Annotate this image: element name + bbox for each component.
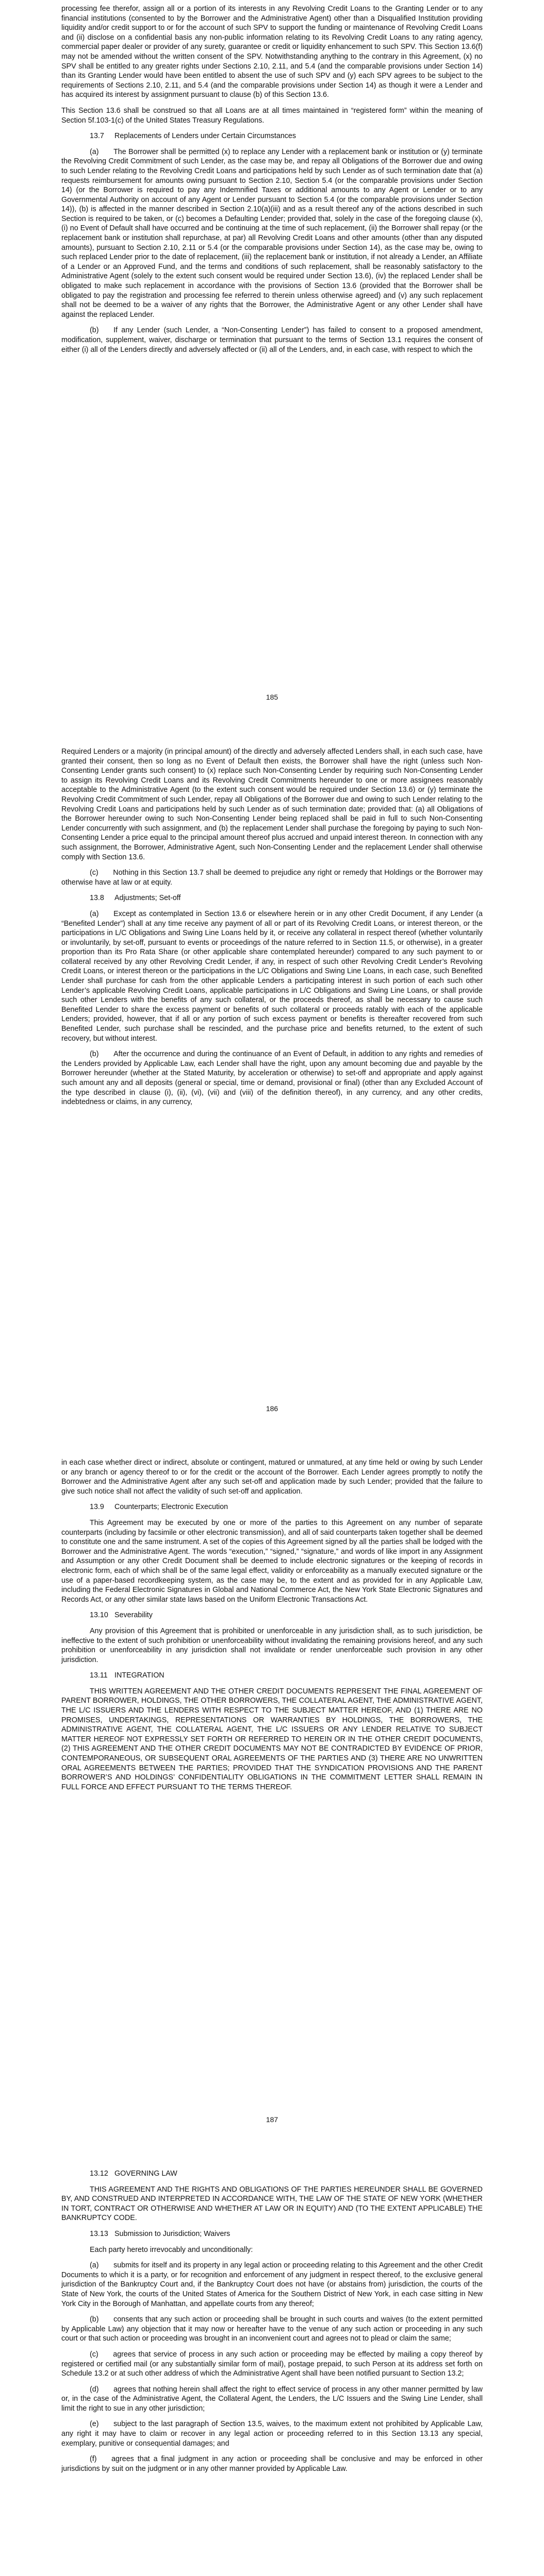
section-number: 13.9 <box>90 1503 104 1512</box>
section-title: Submission to Jurisdiction; Waivers <box>114 2229 230 2238</box>
paragraph: This Agreement may be executed by one or more of the parties to this Agreement on any number of separate counterparts (including by facsimile or other electronic transmission), and all of said counterparts taken together shall be deemed to constitute one and the same instrument. A set of the copies of this Agreement signed by all the parties shall be lodged with the Borrower and the Administrative Agent. The words “execution,” “signed,” “signature,” and words of like import in any Assignment and Assumption or any other Credit Document shall be deemed to include electronic signatures or the keeping of records in electronic form, each of which shall be of the same legal effect, validity or enforceability as a manually executed signature or the use of a paper-based recordkeeping system, as the case may be, to the extent and as provided for in any Applicable Law, including the Federal Electronic Signatures in Global and National Commerce Act, the New York State Electronic Signatures and Records Act, or any other similar state laws based on the Uniform Electronic Transactions Act. <box>61 1518 483 1604</box>
paragraph: (e) subject to the last paragraph of Section 13.5, waives, to the maximum extent not prohibited by Applicable Law, any right it may have to claim or recover in any legal action or proceeding referred to in this Section 13.13 any special, exemplary, punitive or consequential damages; and <box>61 2420 483 2448</box>
section-number: 13.8 <box>90 894 104 903</box>
paragraph: (c) agrees that service of process in any such action or proceeding may be effected by mailing a copy thereof by registered or certified mail (or any substantially similar form of mail), postage prepaid, to such Person at its address set forth on Schedule 13.2 or at such other address of which the Administrative Agent shall have been notified pursuant to Section 13.2; <box>61 2350 483 2378</box>
page-number: 187 <box>266 2115 278 2124</box>
section-heading <box>61 893 483 903</box>
paragraph: Each party hereto irrevocably and unconditionally: <box>90 2245 253 2254</box>
page-body <box>61 2169 483 2480</box>
section-number: 13.13 <box>90 2229 108 2238</box>
section-heading <box>61 1502 483 1512</box>
page-number: 185 <box>266 693 278 701</box>
section-number: 13.7 <box>90 132 104 141</box>
paragraph: (a) The Borrower shall be permitted (x) to replace any Lender with a replacement bank or institution or (y) terminate the Revolving Credit Commitment of such Lender, as the case may be, and repay all Obligations of the Borrower due and owing to such Lender relating to the Revolving Credit Loans and participations held by such Lender as of such termination date that (a) requests reimbursement for amounts owing pursuant to Section 2.10, Section 5.4 (or the comparable provisions under Section 14) (or the Borrower is required to pay any Indemnified Taxes or additional amounts to any Agent or Lender or to any Governmental Authority on account of any Agent or Lender pursuant to Section 5.4 (or the comparable provisions under Section 14)), (b) is affected in the manner described in Section 2.10(a)(iii) and as a result thereof any of the actions described in such Section is required to be taken, or (c) becomes a Defaulting Lender; provided that, solely in the case of the foregoing clause (x), (i) no Event of Default shall have occurred and be continuing at the time of such replacement, (ii) the Borrower shall repay (or the replacement bank or institution shall repurchase, at par) all Revolving Credit Loans and other amounts (other than any disputed amounts), pursuant to Section 2.10, 2.11 or 5.4 (or the comparable provisions under Section 14), as the case may be, owing to such replaced Lender prior to the date of replacement, (iii) the replacement bank or institution, if not already a Lender, an Affiliate of a Lender or an Approved Fund, and the terms and conditions of such replacement, shall be reasonably satisfactory to the Administrative Agent (solely to the extent such consent would be required under Section 13.6), (iv) the replaced Lender shall be obligated to make such replacement in accordance with the provisions of Section 13.6 (provided that the Borrower shall be obligated to pay the registration and processing fee referred to therein unless otherwise agreed) and (v) any such replacement shall not be deemed to be a waiver of any rights that the Borrower, the Administrative Agent or any other Lender shall have against the replaced Lender. <box>61 147 483 319</box>
section-title: Counterparts; Electronic Execution <box>114 1503 228 1512</box>
paragraph: THIS AGREEMENT AND THE RIGHTS AND OBLIGATIONS OF THE PARTIES HEREUNDER SHALL BE GOVERNED BY, AND CONSTRUED AND INTERPRETED IN ACCORDANCE WITH, THE LAW OF THE STATE OF NEW YORK (WHETHER IN TORT, CONTRACT OR OTHERWISE AND WHETHER AT LAW OR IN EQUITY) AND (TO THE EXTENT APPLICABLE) THE BANKRUPTCY CODE. <box>61 2185 483 2223</box>
section-title: GOVERNING LAW <box>114 2170 177 2178</box>
page-number: 186 <box>266 1404 278 1413</box>
page-185 <box>0 0 544 701</box>
paragraph: (f) agrees that a final judgment in any action or proceeding shall be conclusive and may be enforced in other jurisdictions by suit on the judgment or in any other manner provided by Applicable Law. <box>61 2455 483 2473</box>
section-title: INTEGRATION <box>114 1671 164 1680</box>
paragraph: (a) submits for itself and its property in any legal action or proceeding relating to this Agreement and the other Credit Documents to which it is a party, or for recognition and enforcement of any judgment in respect thereof, to the exclusive general jurisdiction of the Bankruptcy Court and, if the Bankruptcy Court does not have (or abstains from) jurisdiction, the courts of the State of New York, the courts of the United States of America for the Southern District of New York, in each case sitting in New York City in the Borough of Manhattan, and appellate courts from any thereof; <box>61 2261 483 2308</box>
section-heading <box>61 2229 483 2239</box>
paragraph: processing fee therefor, assign all or a portion of its interests in any Revolving Credit Loans to the Granting Lender or to any financial institutions (consented to by the Borrower and the Administrative Agent) other than a Disqualified Institution providing liquidity and/or credit support to or for the account of such SPV to support the funding or maintenance of Revolving Credit Loans and (ii) disclose on a confidential basis any non-public information relating to its Revolving Credit Loans to any rating agency, commercial paper dealer or provider of any surety, guarantee or credit or liquidity enhancement to such SPV. This Section 13.6(f) may not be amended without the written consent of the SPV. Notwithstanding anything to the contrary in this Agreement, (x) no SPV shall be entitled to any greater rights under Sections 2.10, 2.11, and 5.4 (and the comparable provisions under Section 14) than its Granting Lender would have been entitled to absent the use of such SPV and (y) each SPV agrees to be subject to the requirements of Sections 2.10, 2.11, and 5.4 (and the comparable provisions under Section 14) as though it were a Lender and has acquired its interest by assignment pursuant to clause (b) of this Section 13.6. <box>61 5 483 99</box>
paragraph: THIS WRITTEN AGREEMENT AND THE OTHER CREDIT DOCUMENTS REPRESENT THE FINAL AGREEMENT OF PARENT BORROWER, HOLDINGS, THE OTHER BORROWERS, THE COLLATERAL AGENT, THE ADMINISTRATIVE AGENT, THE L/C ISSUERS AND THE LENDERS WITH RESPECT TO THE SUBJECT MATTER HEREOF, AND (1) THERE ARE NO PROMISES, UNDERTAKINGS, REPRESENTATIONS OR WARRANTIES BY HOLDINGS, THE BORROWERS, THE ADMINISTRATIVE AGENT, THE COLLATERAL AGENT, THE L/C ISSUERS OR ANY LENDER RELATIVE TO SUBJECT MATTER HEREOF NOT EXPRESSLY SET FORTH OR REFERRED TO HEREIN OR IN THE OTHER CREDIT DOCUMENTS, (2) THIS AGREEMENT AND THE OTHER CREDIT DOCUMENTS MAY NOT BE CONTRADICTED BY EVIDENCE OF PRIOR, CONTEMPORANEOUS, OR SUBSEQUENT ORAL AGREEMENTS OF THE PARTIES AND (3) THERE ARE NO UNWRITTEN ORAL AGREEMENTS BETWEEN THE PARTIES; PROVIDED THAT THE SYNDICATION PROVISIONS AND THE PARENT BORROWER’S AND HOLDINGS’ CONFIDENTIALITY OBLIGATIONS IN THE COMMITMENT LETTER SHALL REMAIN IN FULL FORCE AND EFFECT PURSUANT TO THE TERMS THEREOF. <box>61 1687 483 1791</box>
section-heading <box>61 2169 483 2179</box>
section-heading <box>61 1611 483 1620</box>
paragraph: in each case whether direct or indirect, absolute or contingent, matured or unmatured, at any time held or owing by such Lender or any branch or agency thereof to or for the credit or the account of the Borrower. Each Lender agrees promptly to notify the Borrower and the Administrative Agent after any such set-off and application made by such Lender; provided that the failure to give such notice shall not affect the validity of such set-off and application. <box>61 1459 483 1496</box>
paragraph: (b) consents that any such action or proceeding shall be brought in such courts and waives (to the extent permitted by Applicable Law) any objection that it may now or hereafter have to the venue of any such action or proceeding in any such court or that such action or proceeding was brought in an inconvenient court and agrees not to plead or claim the same; <box>61 2315 483 2343</box>
section-heading <box>61 131 483 141</box>
section-number: 13.12 <box>90 2170 108 2178</box>
page-187 <box>0 1422 544 2123</box>
section-number: 13.11 <box>90 1671 108 1680</box>
paragraph: Required Lenders or a majority (in principal amount) of the directly and adversely affected Lenders shall, in each such case, have granted their consent, then so long as no Event of Default then exists, the Borrower shall have the right (unless such Non-Consenting Lender grants such consent) to (x) replace such Non-Consenting Lender by requiring such Non-Consenting Lender to assign its Revolving Credit Loans and its Revolving Credit Commitments hereunder to one or more assignees reasonably acceptable to the Administrative Agent (to the extent such consent would be required under Section 13.6) or (y) terminate the Revolving Credit Commitment of such Lender, repay all Obligations of the Borrower due and owing to such Lender relating to the Revolving Credit Loans and participations held by such Lender as of such termination date; provided that: (a) all Obligations of the Borrower hereunder owing to such Non-Consenting Lender being replaced shall be paid in full to such Non-Consenting Lender concurrently with such assignment, and (b) the replacement Lender shall purchase the foregoing by paying to such Non-Consenting Lender a price equal to the principal amount thereof plus accrued and unpaid interest thereon. In connection with any such assignment, the Borrower, Administrative Agent, such Non-Consenting Lender and the replacement Lender shall otherwise comply with Section 13.6. <box>61 748 483 861</box>
page-body <box>61 1458 483 1798</box>
section-number: 13.10 <box>90 1611 108 1620</box>
paragraph: Any provision of this Agreement that is prohibited or unenforceable in any jurisdiction shall, as to such jurisdiction, be ineffective to the extent of such prohibition or unenforceability without invalidating the remaining provisions hereof, and any such prohibition or unenforceability in any jurisdiction shall not invalidate or render unenforceable such provision in any other jurisdiction. <box>61 1626 483 1664</box>
section-title: Adjustments; Set-off <box>114 894 181 903</box>
page-186 <box>0 711 544 1412</box>
paragraph: (b) After the occurrence and during the continuance of an Event of Default, in addition to any rights and remedies of the Lenders provided by Applicable Law, each Lender shall have the right, upon any amount becoming due and payable by the Borrower hereunder (whether at the Stated Maturity, by acceleration or otherwise) to set-off and appropriate and apply against such amount any and all deposits (general or special, time or demand, provisional or final) (other than any Excluded Account of the type described in clause (i), (ii), (vi), (vii) and (viii) of the definition thereof), in any currency, and any other credits, indebtedness or claims, in any currency, <box>61 1050 483 1107</box>
page-188 <box>0 2133 544 2576</box>
page-body <box>61 4 483 361</box>
paragraph: This Section 13.6 shall be construed so that all Loans are at all times maintained in “registered form” within the meaning of Section 5f.103-1(c) of the United States Treasury Regulations. <box>61 106 483 125</box>
section-heading <box>61 1671 483 1681</box>
section-title: Severability <box>114 1611 153 1620</box>
paragraph: (c) Nothing in this Section 13.7 shall be deemed to prejudice any right or remedy that Holdings or the Borrower may otherwise have at law or at equity. <box>61 869 483 887</box>
paragraph: (b) If any Lender (such Lender, a “Non-Consenting Lender”) has failed to consent to a proposed amendment, modification, supplement, waiver, discharge or termination that pursuant to the terms of Section 13.1 requires the consent of either (i) all of the Lenders directly and adversely affected or (ii) all of the Lenders, and, in each case, with respect to which the <box>61 326 483 354</box>
paragraph: (d) agrees that nothing herein shall affect the right to effect service of process in any other manner permitted by law or, in the case of the Administrative Agent, the Collateral Agent, the Lenders, the L/C Issuers and the Swing Line Lender, shall limit the right to sue in any other jurisdiction; <box>61 2385 483 2413</box>
paragraph: (a) Except as contemplated in Section 13.6 or elsewhere herein or in any other Credit Document, if any Lender (a “Benefited Lender”) shall at any time receive any payment of all or part of its Revolving Credit Loans, or interest thereon, or the participations in L/C Obligations and Swing Line Loans held by it, or receive any collateral in respect thereof (whether voluntarily or involuntarily, by set-off, pursuant to events or proceedings of the nature referred to in Section 11.5, or otherwise), in a greater proportion than its Pro Rata Share (or other applicable share contemplated hereunder) compared to any such payment to or collateral received by any other Revolving Credit Lender, if any, in respect of such other Revolving Credit Lender’s Revolving Credit Loans, or interest thereon or the participations in the L/C Obligations and Swing Line Loans, in each case, such Benefited Lender shall purchase for cash from the other applicable Lenders a participating interest in such portion of each such other Lender’s applicable Revolving Credit Loans, applicable participations in L/C Obligations and Swing Line Loans, or shall provide such other Lenders with the benefits of any such collateral, or the proceeds thereof, as shall be necessary to cause such Benefited Lender to share the excess payment or benefits of such collateral or proceeds ratably with each of the applicable Lenders; provided, however, that if all or any portion of such excess payment or benefits is thereafter recovered from such Benefited Lender, such purchase shall be rescinded, and the purchase price and benefits returned, to the extent of such recovery, but without interest. <box>61 909 483 1043</box>
page-body <box>61 747 483 1113</box>
section-title: Replacements of Lenders under Certain Circumstances <box>114 132 296 141</box>
